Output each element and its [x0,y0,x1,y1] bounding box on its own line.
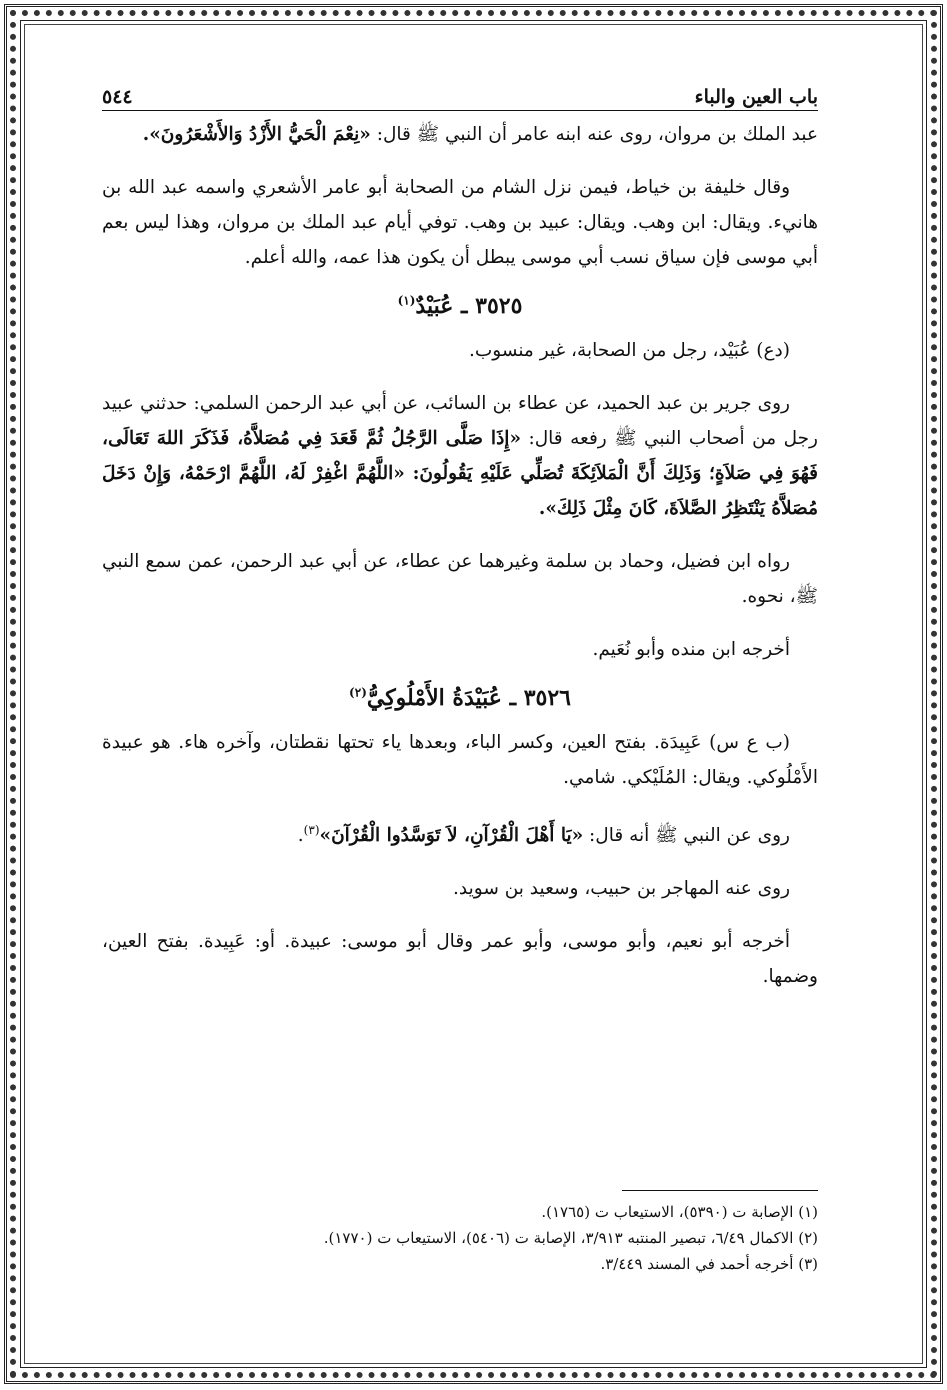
paragraph-8: روى عن النبي ﷺ أنه قال: «يَا أَهْلَ الْقُرْآنِ، لاَ تَوَسَّدُوا الْقُرْآنَ»$^{(٣)}$. [297,823,790,847]
paragraph-7: (ب ع س) عَبِيدَة. بفتح العين، وكسر الباء، وبعدها ياء تحتها نقطتان، وآخره هاء. هو عبيدة الأَمْلُوكي. ويقال: المُلَيْكي. شامي. [102,732,818,788]
paragraph-6: أخرجه ابن منده وأبو نُعَيم. [592,639,790,660]
footnote-3: (٣) أخرجه أحمد في المسند ٣/٤٤٩. [600,1255,818,1273]
hadith-quote: «إِذَا صَلَّى الرَّجُلُ ثُمَّ قَعَدَ فِي مُصَلاَّهُ، فَذَكَرَ اللهَ تَعَالَى، فَهُوَ فِي صَلاَةٍ؛ وَذَلِكَ أَنَّ الْمَلاَئِكَةَ تُصَلِّي عَلَيْهِ يَقُولُونَ: «اللَّهُمَّ اغْفِرْ لَهُ، اللَّهُمَّ ارْحَمْهُ، وَإِنْ دَخَلَ مُصَلاَّهُ يَنْتَظِرُ الصَّلاَةَ، كَانَ مِثْلَ ذَلِكَ». [102,428,818,519]
paragraph-3: (دع) عُبَيْد، رجل من الصحابة، غير منسوب. [468,340,790,361]
hadith-quote: «يَا أَهْلَ الْقُرْآنِ، لاَ تَوَسَّدُوا الْقُرْآنَ» [319,825,584,847]
paragraph-text: عبد الملك بن مروان، روى عنه ابنه عامر أن النبي ﷺ قال: [370,124,818,145]
entry-title-3525 [102,293,818,319]
footnote-ref-1: (١) [397,293,416,308]
paragraph-text: روى عن النبي ﷺ أنه قال: [583,825,790,847]
page-number: ٥٤٤ [102,86,133,108]
entry-title-text: ٣٥٢٥ ـ عُبَيْدٌ [415,293,523,319]
entry-title-3526 [102,685,818,711]
footnote-ref-3: (٣) [303,823,320,837]
footnote-separator [622,1190,818,1191]
footnote-ref-2: (٢) [349,685,367,700]
paragraph-2: وقال خليفة بن خياط، فيمن نزل الشام من الصحابة أبو عامر الأشعري واسمه عبد الله بن هانيء. ويقال: ابن وهب. ويقال: عبيد بن وهب. توفي أيام عبد الملك بن مروان، وهذا ليس بعم أبي موسى فإن سياق نسب أبي موسى يبطل أن يكون هذا عمه، والله أعلم. [102,177,818,268]
paragraph-9: روى عنه المهاجر بن حبيب، وسعيد بن سويد. [453,878,790,900]
running-header [102,74,818,111]
paragraph-4 [102,386,818,526]
footnotes [102,1190,818,1277]
chapter-title: باب العين والباء [694,86,818,108]
paragraph-1 [102,117,818,152]
footnote-1: (١) الإصابة ت (٥٣٩٠)، الاستيعاب ت (١٧٦٥). [541,1203,818,1221]
footnote-2: (٢) الاكمال ٦/٤٩، تبصير المنتبه ٣/٩١٣، الإصابة ت (٥٤٠٦)، الاستيعاب ت (١٧٧٠). [323,1229,818,1247]
page-content [102,74,818,1314]
paragraph-text: روى جرير بن عبد الحميد، عن عطاء بن السائب، عن أبي عبد الرحمن السلمي: حدثني عبيد رجل من أصحاب النبي ﷺ رفعه قال: [102,393,818,449]
hadith-quote: «نِعْمَ الْحَيُّ الأَزْدُ وَالأَشْعَرُونَ». [142,124,371,145]
paragraph-10: أخرجه أبو نعيم، وأبو موسى، وأبو عمر وقال أبو موسى: عبيدة. أو: عَبِيدة. بفتح العين، وضمها. [102,931,818,988]
entry-title-text: ٣٥٢٦ ـ عُبَيْدَةُ الأَمْلُوكِيُّ [366,685,571,711]
paragraph-5: رواه ابن فضيل، وحماد بن سلمة وغيرهما عن عطاء، عن أبي عبد الرحمن، عمن سمع النبي ﷺ، نحوه. [102,551,818,607]
